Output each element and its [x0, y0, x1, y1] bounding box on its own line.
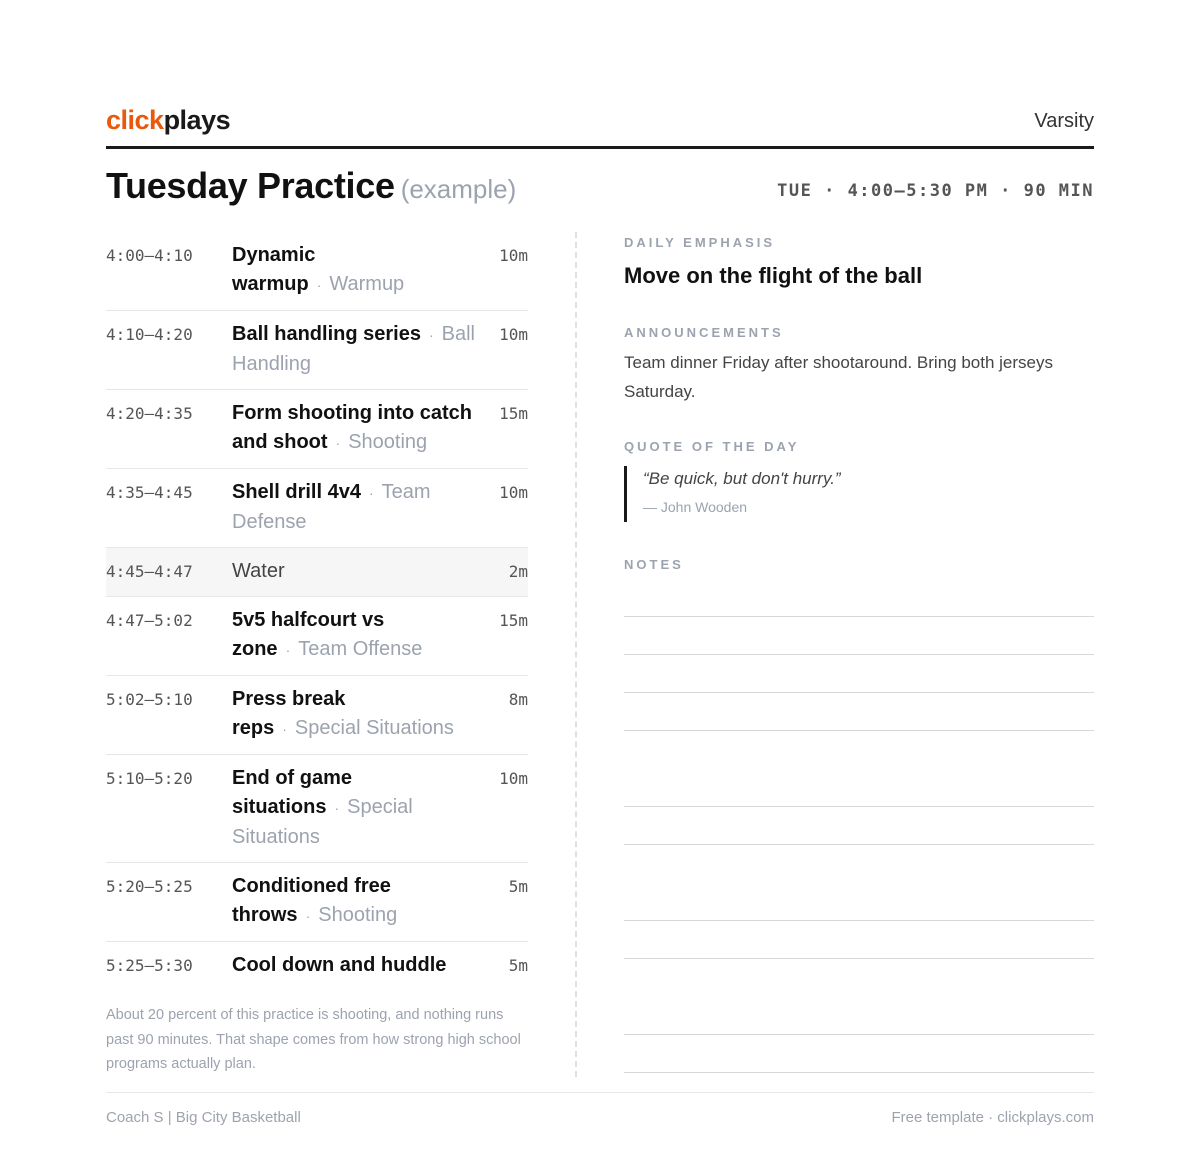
row-body: [232, 872, 478, 931]
practice-meta: TUE · 4:00–5:30 PM · 90 MIN: [777, 181, 1094, 201]
notes-label: NOTES: [624, 557, 684, 572]
row-time: 5:25–5:30: [106, 956, 193, 975]
notes-line: [624, 692, 1094, 693]
row-time: 4:45–4:47: [106, 562, 193, 581]
row-category: Shooting: [348, 431, 428, 453]
row-category: Warmup: [329, 273, 405, 295]
notes-line: [624, 654, 1094, 655]
schedule-row: [106, 597, 528, 676]
sidebar-panel: [624, 232, 1094, 574]
page-title-text: Tuesday Practice: [106, 165, 395, 206]
row-duration: 15m: [499, 611, 528, 630]
column-divider: [575, 232, 577, 1077]
row-time: 5:10–5:20: [106, 769, 193, 788]
row-time: 5:02–5:10: [106, 690, 193, 709]
emphasis-label: DAILY EMPHASIS: [624, 235, 776, 250]
row-body: [232, 241, 478, 300]
practice-plan-page: [106, 0, 1094, 1156]
schedule-row: [106, 755, 528, 863]
announcements-text: Team dinner Friday after shootaround. Bring both jerseys Saturday.: [624, 353, 1054, 401]
row-body: [232, 478, 478, 537]
schedule-row: [106, 311, 528, 390]
notes-line: [624, 1072, 1094, 1073]
row-body: [232, 320, 478, 379]
quote-label: QUOTE OF THE DAY: [624, 439, 800, 454]
notes-line: [624, 730, 1094, 731]
row-duration: 5m: [508, 877, 528, 896]
page-title: [106, 164, 516, 211]
row-duration: 10m: [499, 769, 528, 788]
notes-line: [624, 1034, 1094, 1035]
row-body: [232, 951, 478, 980]
row-time: 4:35–4:45: [106, 483, 193, 502]
announcements-label: ANNOUNCEMENTS: [624, 325, 784, 340]
schedule-row: [106, 469, 528, 548]
row-activity: 5v5 halfcourt vs zone: [232, 609, 385, 660]
footer-credit[interactable]: Free template · clickplays.com: [891, 1109, 1094, 1126]
notes-line: [624, 920, 1094, 921]
row-duration: 10m: [499, 325, 528, 344]
row-activity: End of game situations: [232, 767, 353, 818]
row-activity: Form shooting into catch and shoot: [232, 402, 472, 453]
row-time: 4:10–4:20: [106, 325, 193, 344]
schedule-row: [106, 676, 528, 755]
row-activity: Cool down and huddle: [232, 954, 447, 976]
row-body: [232, 606, 478, 665]
row-separator: ·: [428, 327, 434, 343]
schedule-row: [106, 232, 528, 311]
row-activity: Shell drill 4v4: [232, 481, 361, 503]
row-activity: Conditioned free throws: [232, 875, 391, 926]
row-body: [232, 764, 478, 852]
quote-block: [624, 466, 1094, 522]
row-activity: Press break reps: [232, 688, 346, 739]
brand-logo[interactable]: [106, 102, 230, 138]
brand-logo-part1: click: [106, 105, 164, 135]
row-category: Special Situations: [232, 796, 413, 848]
schedule-row: [106, 548, 528, 597]
row-duration: 5m: [508, 956, 528, 975]
row-time: 4:47–5:02: [106, 611, 193, 630]
row-category: Shooting: [318, 904, 398, 926]
row-time: 4:20–4:35: [106, 404, 193, 423]
row-category: Team Offense: [298, 638, 423, 660]
row-activity: Ball handling series: [232, 323, 421, 345]
row-body: [232, 557, 478, 586]
row-separator: ·: [335, 435, 341, 451]
emphasis-text: Move on the flight of the ball: [624, 263, 923, 288]
page-title-note: (example): [400, 174, 517, 204]
plan-blurb: About 20 percent of this practice is shooting, and nothing runs past 90 minutes. That shape comes from how strong high school programs actually plan.: [106, 1007, 521, 1072]
row-duration: 8m: [508, 690, 528, 709]
row-separator: ·: [316, 277, 322, 293]
row-duration: 10m: [499, 246, 528, 265]
notes-line: [624, 844, 1094, 845]
row-category: Team Defense: [232, 481, 431, 533]
row-time: 5:20–5:25: [106, 877, 193, 896]
header-rule: [106, 146, 1094, 149]
row-duration: 2m: [508, 562, 528, 581]
row-separator: ·: [285, 642, 291, 658]
row-separator: ·: [305, 908, 311, 924]
row-duration: 15m: [499, 404, 528, 423]
row-body: [232, 685, 478, 744]
row-separator: ·: [368, 485, 374, 501]
schedule-row: [106, 390, 528, 469]
notes-line: [624, 958, 1094, 959]
row-separator: ·: [334, 800, 340, 816]
notes-line: [624, 616, 1094, 617]
row-activity: Dynamic warmup: [232, 244, 316, 295]
row-activity: Water: [232, 560, 285, 582]
quote-text: “Be quick, but don't hurry.”: [643, 469, 841, 488]
footer-coach: Coach S | Big City Basketball: [106, 1109, 301, 1126]
quote-author: — John Wooden: [643, 499, 748, 515]
team-label: Varsity: [1034, 110, 1094, 132]
row-separator: ·: [282, 721, 287, 737]
schedule-row: [106, 863, 528, 942]
row-duration: 10m: [499, 483, 528, 502]
row-category: Ball Handling: [232, 323, 475, 375]
schedule-list: [106, 232, 528, 990]
row-category: Special Situations: [294, 717, 454, 739]
footer-rule: [106, 1092, 1094, 1093]
brand-logo-part2: plays: [163, 105, 231, 135]
row-body: [232, 399, 478, 458]
schedule-row: [106, 942, 528, 990]
row-time: 4:00–4:10: [106, 246, 193, 265]
notes-line: [624, 806, 1094, 807]
